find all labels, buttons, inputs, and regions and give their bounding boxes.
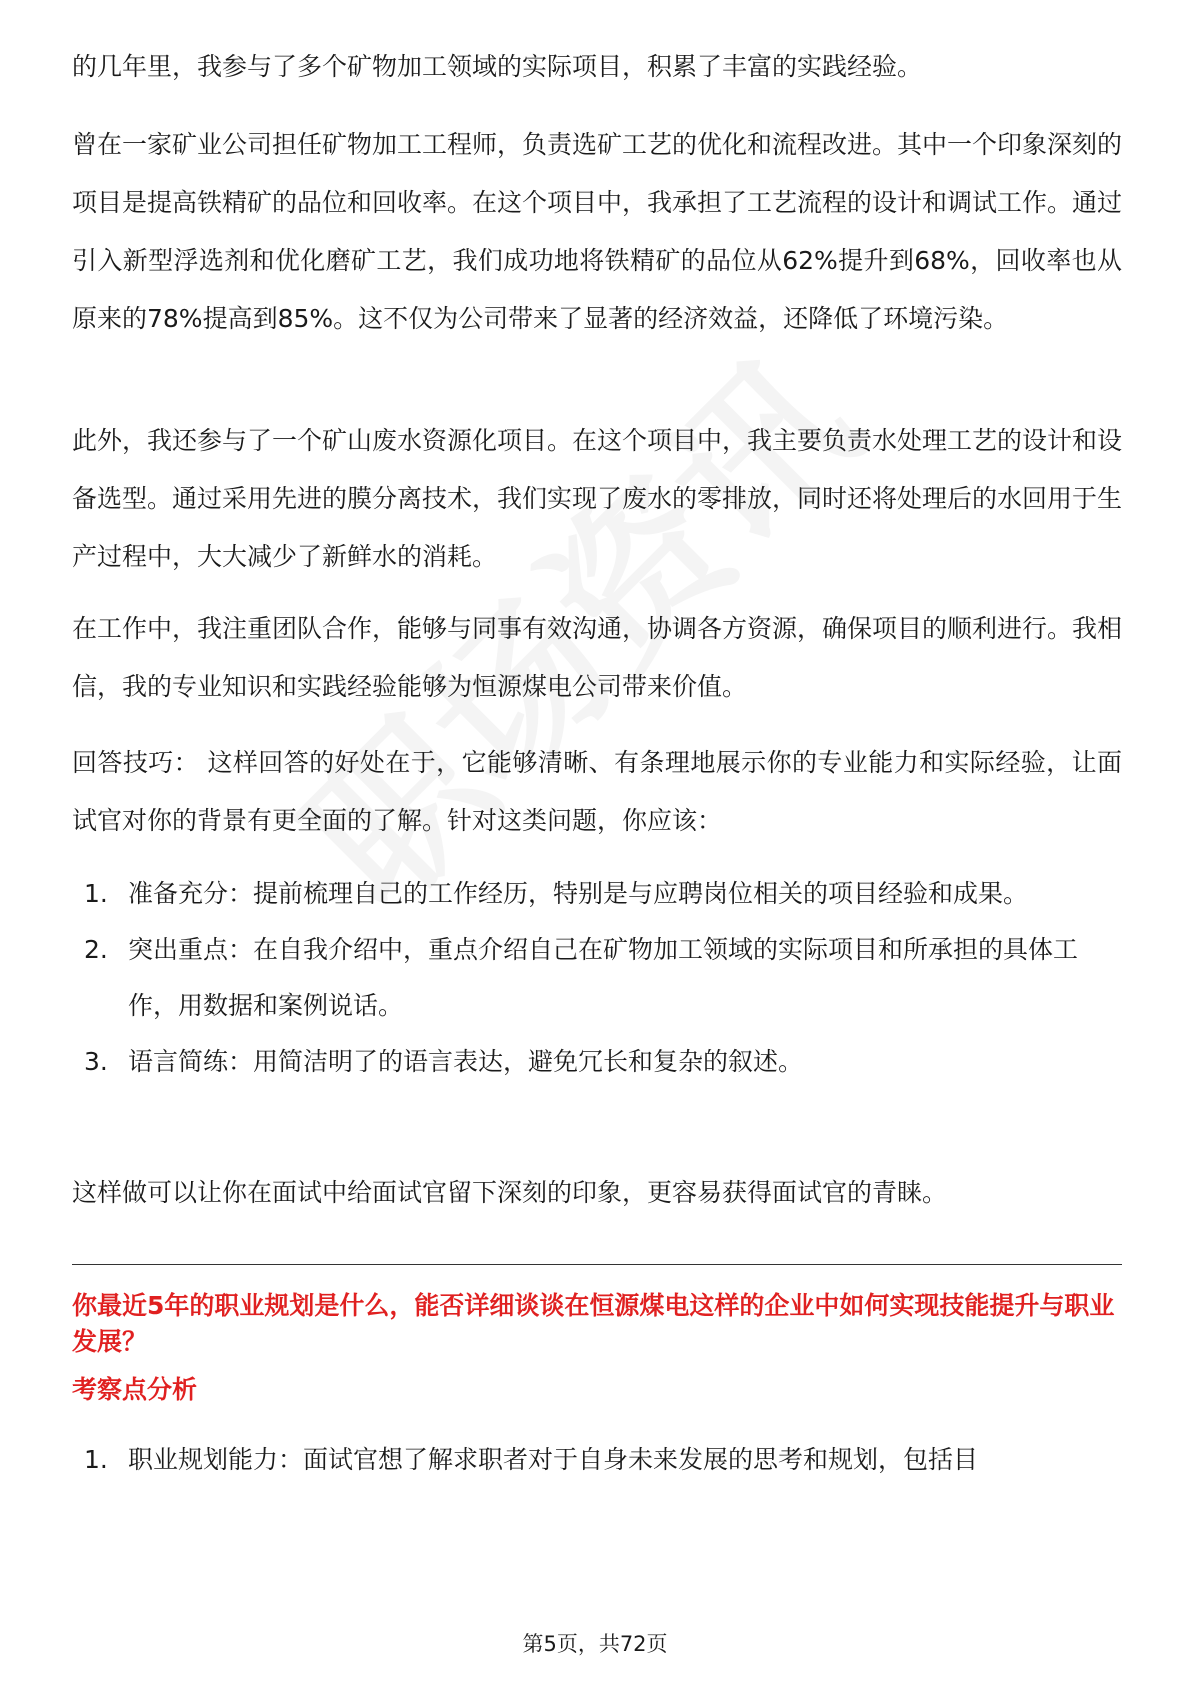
list-text: 职业规划能力：面试官想了解求职者对于自身未来发展的思考和规划，包括目 bbox=[128, 1445, 979, 1474]
paragraph-1: 的几年里，我参与了多个矿物加工领域的实际项目，积累了丰富的实践经验。 bbox=[72, 52, 923, 81]
paragraph-3: 此外，我还参与了一个矿山废水资源化项目。在这个项目中，我主要负责水处理工艺的设计和设备选型。通过采用先进的膜分离技术，我们实现了废水的零排放，同时还将处理后的水回用于生产过程中，大大减少了新鲜水的消耗。 bbox=[72, 426, 1123, 571]
list-text: 准备充分：提前梳理自己的工作经历，特别是与应聘岗位相关的项目经验和成果。 bbox=[128, 879, 1029, 908]
closing-paragraph: 这样做可以让你在面试中给面试官留下深刻的印象，更容易获得面试官的青睐。 bbox=[72, 1178, 948, 1207]
list-item bbox=[72, 1034, 1122, 1090]
list-item bbox=[72, 922, 1122, 1034]
list-number: 1. bbox=[84, 1445, 108, 1474]
paragraph-2: 曾在一家矿业公司担任矿物加工工程师，负责选矿工艺的优化和流程改进。其中一个印象深刻的项目是提高铁精矿的品位和回收率。在这个项目中，我承担了工艺流程的设计和调试工作。通过引入新型浮选剂和优化磨矿工艺，我们成功地将铁精矿的品位从62%提升到68%，回收率也从原来的78%提高到85%。这不仅为公司带来了显著的经济效益，还降低了环境污染。 bbox=[72, 130, 1123, 333]
list-number: 2. bbox=[84, 935, 108, 964]
tips-list bbox=[72, 866, 1122, 1090]
list-number: 1. bbox=[84, 879, 108, 908]
section-divider bbox=[72, 1264, 1122, 1265]
list-item bbox=[72, 866, 1122, 922]
interview-question: 你最近5年的职业规划是什么，能否详细谈谈在恒源煤电这样的企业中如何实现技能提升与职业发展？ bbox=[72, 1291, 1115, 1356]
list-text: 突出重点：在自我介绍中，重点介绍自己在矿物加工领域的实际项目和所承担的具体工作，用数据和案例说话。 bbox=[128, 935, 1079, 1020]
page-footer: 第5页，共72页 bbox=[522, 1632, 668, 1656]
answer-tips-intro: 回答技巧： 这样回答的好处在于，它能够清晰、有条理地展示你的专业能力和实际经验，让面试官对你的背景有更全面的了解。针对这类问题，你应该： bbox=[72, 748, 1122, 835]
list-number: 3. bbox=[84, 1047, 108, 1076]
list-item bbox=[72, 1432, 1122, 1488]
paragraph-4: 在工作中，我注重团队合作，能够与同事有效沟通，协调各方资源，确保项目的顺利进行。我相信，我的专业知识和实践经验能够为恒源煤电公司带来价值。 bbox=[72, 614, 1123, 701]
analysis-list bbox=[72, 1432, 1122, 1488]
analysis-heading: 考察点分析 bbox=[72, 1375, 198, 1404]
list-text: 语言简练：用简洁明了的语言表达，避免冗长和复杂的叙述。 bbox=[128, 1047, 804, 1076]
